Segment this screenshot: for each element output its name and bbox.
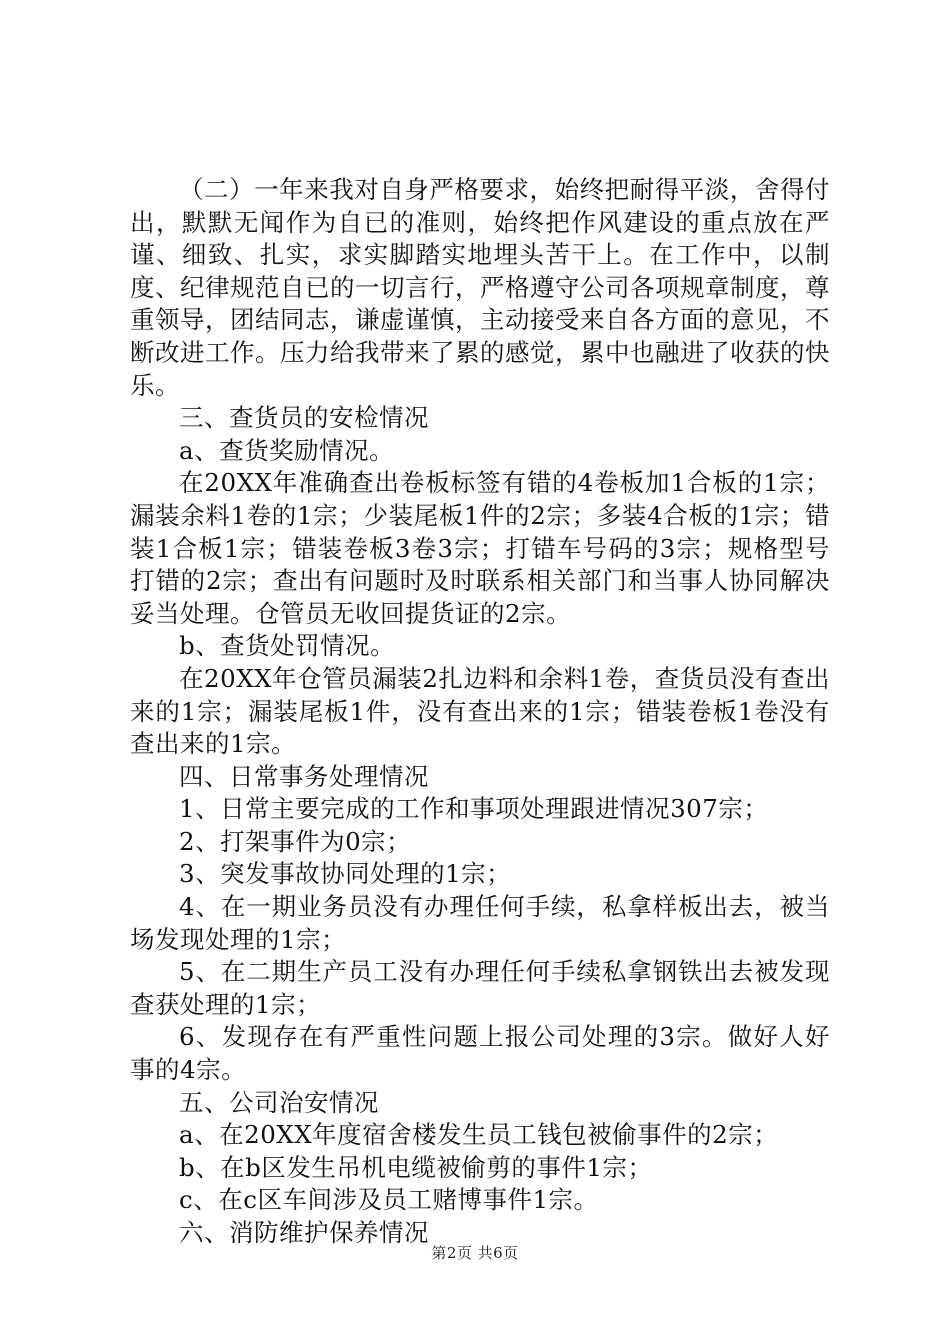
heading-section-three: 三、查货员的安检情况 <box>179 403 429 433</box>
subheading-inspection-penalties: b、查货处罚情况。 <box>179 631 396 661</box>
list-item-security-b: b、在b区发生吊机电缆被偷剪的事件1宗； <box>179 1152 653 1182</box>
list-item-security-a: a、在20XX年度宿舍楼发生员工钱包被偷事件的2宗； <box>179 1120 779 1150</box>
heading-section-five: 五、公司治安情况 <box>179 1087 379 1117</box>
heading-section-four: 四、日常事务处理情况 <box>179 761 429 791</box>
paragraph-inspection-rewards: 在20XX年准确查出卷板标签有错的4卷板加1合板的1宗；漏装余料1卷的1宗；少装尾板1件的2宗；多装4合板的1宗；错装1合板1宗；错装卷板3卷3宗；打错车号码的3宗；规格型号打错的2宗；查出有问题时及时联系相关部门和当事人协同解决妥当处理。仓管员无收回提货证的2宗。 <box>130 468 830 628</box>
list-item-daily-1: 1、日常主要完成的工作和事项处理跟进情况307宗； <box>179 794 769 824</box>
list-item-daily-4: 4、在一期业务员没有办理任何手续，私拿样板出去，被当场发现处理的1宗； <box>130 892 830 954</box>
list-item-daily-5: 5、在二期生产员工没有办理任何手续私拿钢铁出去被发现查获处理的1宗； <box>130 957 830 1019</box>
paragraph-inspection-penalties: 在20XX年仓管员漏装2扎边料和余料1卷，查货员没有查出来的1宗；漏装尾板1件，没有查出来的1宗；错装卷板1卷没有查出来的1宗。 <box>130 663 830 759</box>
heading-section-six: 六、消防维护保养情况 <box>179 1218 429 1247</box>
list-item-daily-2: 2、打架事件为0宗； <box>179 826 412 856</box>
paragraph-self-discipline: （二）一年来我对自身严格要求，始终把耐得平淡，舍得付出，默默无闻作为自已的准则，始终把作风建设的重点放在严谨、细致、扎实，求实脚踏实地埋头苦干上。在工作中，以制度、纪律规范自已的一切言行，严格遵守公司各项规章制度，尊重领导，团结同志，谦虚谨慎，主动接受来自各方面的意见，不断改进工作。压力给我带来了累的感觉，累中也融进了收获的快乐。 <box>130 175 830 400</box>
list-item-daily-6: 6、发现存在有严重性问题上报公司处理的3宗。做好人好事的4宗。 <box>130 1022 830 1085</box>
list-item-daily-3: 3、突发事故协同处理的1宗； <box>179 859 512 889</box>
page-number-footer: 第2页 共6页 <box>431 1244 519 1262</box>
document-body <box>130 174 830 1250</box>
subheading-inspection-rewards: a、查货奖励情况。 <box>179 435 395 465</box>
list-item-security-c: c、在c区车间涉及员工赌博事件1宗。 <box>179 1185 599 1215</box>
